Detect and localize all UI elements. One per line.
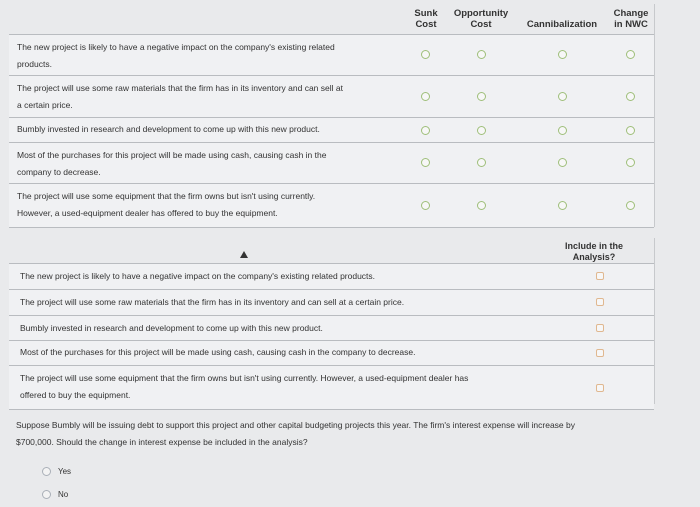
col-opportunity-cost [449, 8, 513, 30]
table-right-border [654, 4, 655, 227]
col-sunk-cost-line1: Sunk [414, 8, 438, 19]
table-row [9, 118, 654, 143]
row-text-line1: Most of the purchases for this project will be made using cash, causing cash in the company to decrease. [20, 347, 416, 357]
table-row [9, 35, 654, 76]
radio-change-nwc[interactable] [626, 126, 635, 135]
include-checkbox[interactable] [596, 384, 604, 392]
radio-sunk-cost[interactable] [421, 92, 430, 101]
radio-change-nwc[interactable] [626, 50, 635, 59]
row-text-line1: Bumbly invested in research and development to come up with this new product. [20, 323, 323, 333]
include-checkbox[interactable] [596, 349, 604, 357]
col-change-nwc [609, 8, 653, 30]
classification-table [9, 4, 654, 228]
include-checkbox[interactable] [596, 298, 604, 306]
row-text-line1: The project will use some raw materials that the firm has in its inventory and can sell at [17, 83, 343, 93]
col-cannibalization-label: Cannibalization [526, 19, 598, 30]
table-row [9, 341, 654, 366]
option-yes-label: Yes [58, 467, 72, 476]
include-table-header [9, 238, 654, 264]
radio-yes[interactable] [42, 467, 51, 476]
row-text-line2: offered to buy the equipment. [20, 390, 131, 400]
question-line1: Suppose Bumbly will be issuing debt to support this project and other capital budgeting projects this year. The firm's interest expense will increase by [16, 420, 575, 430]
table-row [9, 184, 654, 228]
col-opportunity-cost-line1: Opportunity [453, 8, 509, 19]
col-opportunity-cost-line2: Cost [470, 19, 492, 30]
radio-sunk-cost[interactable] [421, 126, 430, 135]
col-change-nwc-line1: Change [613, 8, 649, 19]
interest-question [16, 417, 656, 451]
mouse-pointer-icon [240, 251, 248, 258]
row-text-line1: Most of the purchases for this project will be made using cash, causing cash in the [17, 150, 327, 160]
radio-opportunity-cost[interactable] [477, 158, 486, 167]
radio-opportunity-cost[interactable] [477, 201, 486, 210]
include-checkbox[interactable] [596, 272, 604, 280]
row-text-line2: However, a used-equipment dealer has offered to buy the equipment. [17, 208, 278, 218]
radio-cannibalization[interactable] [558, 92, 567, 101]
table-row [9, 366, 654, 410]
radio-cannibalization[interactable] [558, 50, 567, 59]
radio-opportunity-cost[interactable] [477, 126, 486, 135]
col-sunk-cost-line2: Cost [415, 19, 437, 30]
col-sunk-cost [407, 8, 445, 30]
row-text-line1: The new project is likely to have a negative impact on the company's existing related [17, 42, 335, 52]
table-right-border [654, 238, 655, 404]
radio-cannibalization[interactable] [558, 201, 567, 210]
col-cannibalization [520, 19, 604, 30]
option-no-label: No [58, 490, 69, 499]
radio-change-nwc[interactable] [626, 201, 635, 210]
include-checkbox[interactable] [596, 324, 604, 332]
col-include-line1: Include in the [564, 241, 623, 251]
col-change-nwc-line2: in NWC [614, 19, 648, 30]
row-text-line2: products. [17, 59, 52, 69]
row-text-line1: The project will use some equipment that the firm owns but isn't using currently. However, a used-equipment dealer has [20, 373, 469, 383]
row-text-line1: Bumbly invested in research and development to come up with this new product. [17, 124, 320, 134]
classification-table-header [9, 4, 654, 35]
table-row [9, 76, 654, 118]
radio-no[interactable] [42, 490, 51, 499]
radio-opportunity-cost[interactable] [477, 50, 486, 59]
row-text-line1: The project will use some raw materials that the firm has in its inventory and can sell at a certain price. [20, 297, 405, 307]
radio-sunk-cost[interactable] [421, 50, 430, 59]
radio-opportunity-cost[interactable] [477, 92, 486, 101]
include-table [9, 238, 654, 410]
row-text-line2: a certain price. [17, 100, 73, 110]
question-line2: $700,000. Should the change in interest expense be included in the analysis? [16, 437, 308, 447]
radio-change-nwc[interactable] [626, 158, 635, 167]
table-row [9, 264, 654, 290]
radio-sunk-cost[interactable] [421, 201, 430, 210]
table-row [9, 143, 654, 184]
table-row [9, 316, 654, 341]
radio-cannibalization[interactable] [558, 158, 567, 167]
table-row [9, 290, 654, 316]
radio-cannibalization[interactable] [558, 126, 567, 135]
radio-sunk-cost[interactable] [421, 158, 430, 167]
row-text-line2: company to decrease. [17, 167, 101, 177]
row-text-line1: The project will use some equipment that the firm owns but isn't using currently. [17, 191, 316, 201]
col-include-in-analysis [554, 241, 634, 263]
row-text-line1: The new project is likely to have a negative impact on the company's existing related products. [20, 271, 376, 281]
col-include-line2: Analysis? [572, 252, 616, 262]
radio-change-nwc[interactable] [626, 92, 635, 101]
